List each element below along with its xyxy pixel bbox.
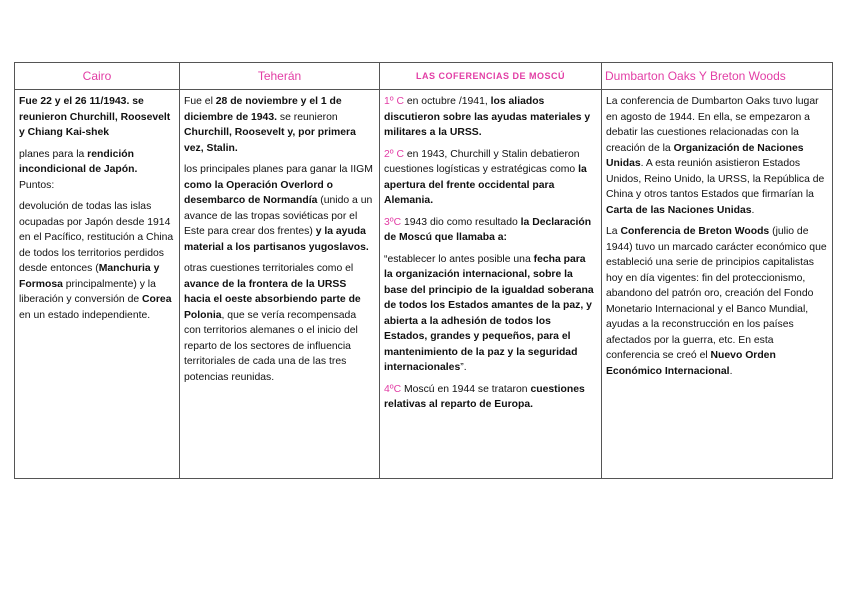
cell-dumbarton xyxy=(602,90,833,479)
header-moscu: LAS COFERENCIAS DE MOSCÚ xyxy=(380,63,602,90)
moscu-third: 3ºC 1943 dio como resultado la Declaración de Moscú que llamaba a: xyxy=(384,216,592,243)
content-row xyxy=(15,90,833,479)
moscu-second: 2º C en 1943, Churchill y Stalin debatieron cuestiones logísticas y estratégicas como la apertura del frente occidental para Alemania. xyxy=(384,148,587,206)
moscu-first: 1º C en octubre /1941, los aliados discutieron sobre las ayudas materiales y militares a la URSS. xyxy=(384,96,591,138)
cell-cairo xyxy=(15,90,180,479)
cell-moscu xyxy=(380,90,602,479)
teheran-territories: otras cuestiones territoriales como el avance de la frontera de la URSS hacia el oeste absorbiendo parte de Polonia, que se vería recompensada con territorios alemanes o el inicio del reparto de los sectores de influencia territoriales de cada una de las tres potencias reunidas. xyxy=(184,263,361,383)
header-row xyxy=(15,63,833,90)
header-dumbarton: Dumbarton Oaks Y Breton Woods xyxy=(602,63,833,90)
header-cairo: Cairo xyxy=(15,63,180,90)
header-teheran: Teherán xyxy=(180,63,380,90)
teheran-dates: Fue el 28 de noviembre y el 1 de diciembre de 1943. se reunieron Churchill, Roosevelt y, por primera vez, Stalin. xyxy=(184,96,356,154)
cairo-dates: Fue 22 y el 26 11/1943. se reunieron Churchill, Roosevelt y Chiang Kai-shek xyxy=(19,96,171,138)
cell-teheran xyxy=(180,90,380,479)
moscu-fourth: 4ºC Moscú en 1944 se trataron cuestiones relativas al reparto de Europa. xyxy=(384,383,585,410)
teheran-plans: los principales planes para ganar la IIGM como la Operación Overlord o desembarco de Normandía (unido a un avance de las tropas soviéticas por el Este para crear dos frentes) y la ayuda material a los partisanos yugoslavos. xyxy=(184,164,373,253)
conferences-table xyxy=(14,62,833,479)
dumbarton-oaks: La conferencia de Dumbarton Oaks tuvo lugar en agosto de 1944. En ella, se empezaron a debatir las cuestiones relacionadas con la creación de la Organización de Naciones Unidas. A esta reunión asistieron Estados Unidos, Reino Unido, la URSS, la República de China y otros tantos Estados que firmarían la Carta de las Naciones Unidas. xyxy=(606,96,825,216)
cairo-points: devolución de todas las islas ocupadas por Japón desde 1914 en el Pacífico, restitución a China de todos los territorios perdidos desde entonces (Manchuria y Formosa principalmente) y la liberación y conversión de Corea en un estado independiente. xyxy=(19,201,174,321)
breton-woods: La Conferencia de Breton Woods (julio de 1944) tuvo un marcado carácter económico que estableció una serie de principios capitalistas hoy en día vigentes: fin del proteccionismo, abandono del patrón oro, creación del Fondo Monetario Internacional y el Banco Mundial, ayudas a la reconstrucción en los países afectados por la guerra, etc. En esta conferencia se creó el Nuevo Orden Económico Internacional. xyxy=(606,226,827,377)
cairo-plans: planes para la rendición incondicional de Japón. Puntos: xyxy=(19,148,138,191)
moscu-quote: “establecer lo antes posible una fecha para la organización internacional, sobre la base del principio de la igualdad soberana de todos los Estados amantes de la paz, y abierta a la adhesión de todos los Estados, grandes y pequeños, para el mantenimiento de la paz y la seguridad internacionales”. xyxy=(384,253,594,373)
